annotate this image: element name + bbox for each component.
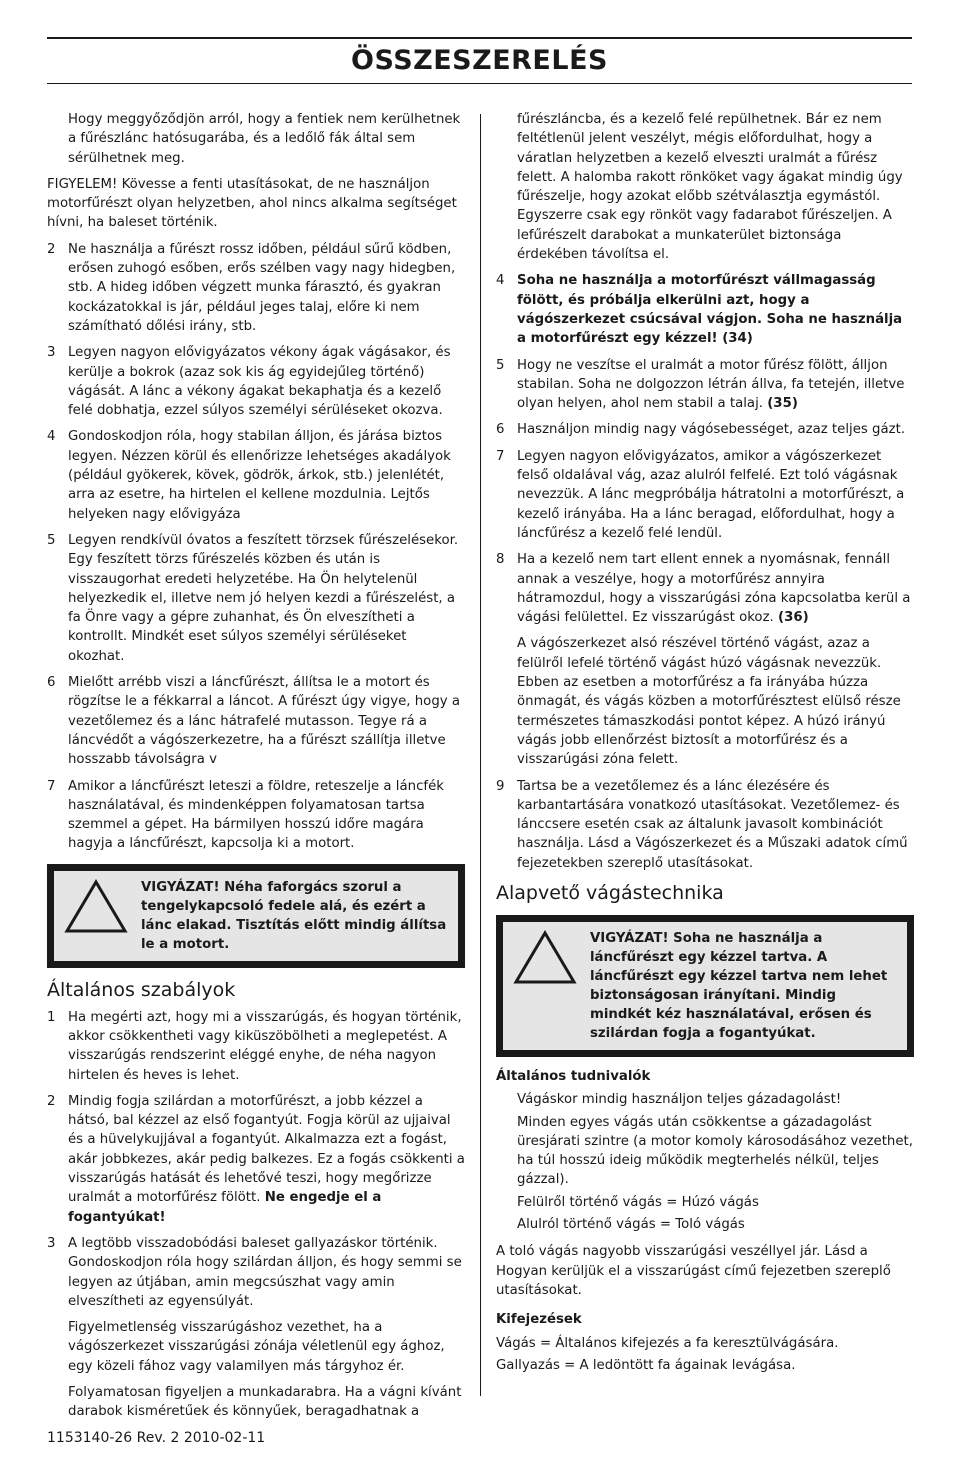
left-column: [47, 110, 465, 1429]
paragraph: A vágószerkezet alsó részével történő vágást, azaz a felülről lefelé történő vágást húzó vágásnak nevezzük. Ebben az esetben a motorfűrész a fa irányába húzza önmagát, és vágás közben a motorfűrésztest elülső része természetes támaszkodási pontot képez. A húzó irányú vágás jobb ellenőrzést biztosít a motorfűrész és a visszarúgási zóna felett.: [517, 636, 901, 768]
paragraph: Vágás = Általános kifejezés a fa keresztülvágására.: [496, 1335, 839, 1351]
list-item: 2 Mindig fogja szilárdan a motorfűrészt, a jobb kézzel a hátsó, bal kézzel az első fogantyút. Fogja körül az ujjaival és a hüvelykujjával a fogantyút. Alkalmazza ezt a fogást, akár jobbkezes, akár pedig balkezes. Ez a fogás csökkenti a visszarúgás hatását és lehetővé teszi, hogy megőrizze uralmát a motorfűrész fölött. Ne engedje el a fogantyúkat!: [47, 1093, 465, 1225]
section-title: Általános szabályok: [47, 978, 236, 1001]
header-bottom-rule: [47, 83, 912, 84]
list-item: 5 Legyen rendkívül óvatos a feszített törzsek fűrészelésekor. Egy feszített törzs fűrészelés közben és után is visszaugorhat eredeti helyzetébe. Ha Ön helytelenül helyezkedik el, illetve nem jó helyen kezdi a fűrészelést, a fa Önre vagy a gépre zuhanhat, és Ön elveszítheti a kontrollt. Mindkét eset súlyos személyi sérüléseket okozhat.: [47, 532, 459, 664]
list-item: 4 Gondoskodjon róla, hogy stabilan álljon, és járása biztos legyen. Nézzen körül és ellenőrizze lehetséges akadályok (például gyökerek, kövek, gödrök, árkok, stb.) jelenlétét, arra az esetre, ha hirtelen el kellene mozdulnia. Lejtős helyeken nagy elővigyáza: [47, 429, 451, 522]
list-item: 3 A legtöbb visszadobódási baleset gallyazáskor történik. Gondoskodjon róla hogy szilárdan álljon, és hogy semmi se legyen az útjában, amin megcsúszhat vagy amin elveszítheti az egyensúlyát.: [47, 1235, 462, 1309]
list-item: 1 Ha megérti azt, hogy mi a visszarúgás, és hogyan történik, akkor csökkentheti vagy kiküszöbölheti a meglepetést. A visszarúgás rendszerint eléggé enyhe, de néha nagyon hirtelen és heves is lehet.: [47, 1009, 462, 1083]
list-item: 6 Használjon mindig nagy vágósebességet, azaz teljes gázt.: [496, 422, 906, 438]
intro-continuation: Hogy meggyőződjön arról, hogy a fentiek nem kerülhetnek a fűrészlánc hatósugarába, és a ledőlő fák által sem sérülhetnek meg.: [68, 112, 461, 166]
warning-box: [496, 915, 914, 1057]
list-item: 6 Mielőtt arrébb viszi a láncfűrészt, állítsa le a motort és rögzítse le a fékkarral a láncot. A fűrészt úgy vigye, hogy a vezetőlemez és a lánc hátrafelé mutasson. Tegye rá a láncvédőt a vágószerkezetre, ha a fűrészt szállítja illetve hosszabb távolságra v: [47, 675, 461, 768]
warning-triangle-icon: [64, 878, 128, 934]
list-item: 4 Soha ne használja a motorfűrészt vállmagasság fölött, és próbálja elkerülni azt, hogy a vágószerkezet csúcsával vágjon. Soha ne használja a motorfűrészt egy kézzel! (34): [496, 273, 903, 347]
list-item: 2 Ne használja a fűrészt rossz időben, például sűrű ködben, erősen zuhogó esőben, erős szélben vagy nagy hidegben, stb. A hideg időben végzett munka fárasztó, és gyakran kockázatokkal is jár, például jeges talaj, előre ki nem számítható dőlési irány, stb.: [47, 241, 456, 334]
paragraph: Vágáskor mindig használjon teljes gázadagolást!: [517, 1092, 842, 1108]
warning-text: VIGYÁZAT! Néha faforgács szorul a tengelykapcsoló fedele alá, és ezért a lánc elakad. Tisztítás előtt mindig állítsa le a motort.: [141, 879, 447, 952]
list-item: 8 Ha a kezelő nem tart ellent ennek a nyomásnak, fennáll annak a veszélye, hogy a motorfűrész annyira hátramozdul, hogy a visszarúgási zóna kapcsolatba kerül a vágási felülettel. Ez visszarúgást okoz. (36): [496, 552, 911, 626]
subsection-title: Általános tudnivalók: [496, 1068, 651, 1084]
warning-text: VIGYÁZAT! Soha ne használja a láncfűrészt egy kézzel tartva. A láncfűrészt egy kézzel tartva nem lehet biztonságosan irányítani. Mindig mindkét kéz használatával, erősen és szilárdan fogja a fogantyúkat.: [590, 930, 888, 1041]
section-title: Alapvető vágástechnika: [496, 881, 724, 904]
paragraph: Figyelmetlenség visszarúgáshoz vezethet, ha a vágószerkezet visszarúgási zónája véletlenül egy ághoz, egy közeli fához vagy valamilyen más tárgyhoz ér.: [68, 1320, 445, 1374]
warning-triangle-icon: [513, 929, 577, 985]
warning-box: [47, 864, 465, 968]
paragraph: Minden egyes vágás után csökkentse a gázadagolást üresjárati szintre (a motor komoly károsodásához vezethet, ha túl hosszú ideig működik megterhelés nélkül, teljes gázzal).: [517, 1114, 913, 1188]
page-header: [47, 37, 912, 84]
list-item: 5 Hogy ne veszítse el uralmát a motor fűrész fölött, álljon stabilan. Soha ne dolgozzon létrán állva, fa tetején, illetve olyan helyen, ahol nem stabil a talaj. (35): [496, 357, 905, 412]
column-divider: [480, 114, 481, 1396]
list-item: 3 Legyen nagyon elővigyázatos vékony ágak vágásakor, és kerülje a bokrok (azaz sok kis ág egyidejűleg történő) vágását. A lánc a vékony ágakat bekaphatja és a kezelő felé dobhatja, ezzel súlyos személyi sérüléseket okozva.: [47, 345, 451, 419]
paragraph: fűrészláncba, és a kezelő felé repülhetnek. Bár ez nem feltétlenül jelent veszélyt, mégis előfordulhat, hogy a váratlan helyzetben a kezelő elveszti uralmát a fűrész felett. A halomba rakott rönköket vagy ágakat mindig úgy fűrészelje, hogy azokat előbb szétválasztja egymástól. Egyszerre csak egy rönköt vagy fadarabot fűrészeljen. A lefűrészelt darabokat a munkaterület biztonsága érdekében távolítsa el.: [517, 112, 903, 263]
list-item: 9 Tartsa be a vezetőlemez és a lánc élezésére és karbantartására vonatkozó utasításokat. Vezetőlemez- és lánccsere esetén csak az általunk javasolt kombinációt használja. Lásd a Vágószerkezet és a Műszaki adatok című fejezetekben szereplő utasításokat.: [496, 778, 908, 871]
subsection-title: Kifejezések: [496, 1312, 582, 1328]
paragraph: Alulról történő vágás = Toló vágás: [517, 1217, 745, 1233]
list-item: 7 Legyen nagyon elővigyázatos, amikor a vágószerkezet felső oldalával vág, azaz alulról felfelé. Ezt toló vágásnak nevezzük. A lánc megpróbálja hátratolni a motorfűrészt, a kezelő irányába. Ha a lánc beragad, előfordulhat, hogy a láncfűrész a kezelő felé lendül.: [496, 448, 905, 541]
paragraph: Folyamatosan figyeljen a munkadarabra. Ha a vágni kívánt darabok kisméretűek és könnyűek, beragadhatnak a: [68, 1385, 462, 1420]
page-title: ÖSSZESZERELÉS: [351, 45, 608, 76]
paragraph: A toló vágás nagyobb visszarúgási veszéllyel jár. Lásd a Hogyan kerüljük el a visszarúgást című fejezetben szereplő utasításokat.: [496, 1244, 891, 1298]
right-column: [496, 110, 914, 1378]
paragraph: Gallyazás = A ledöntött fa ágainak levágása.: [496, 1357, 796, 1373]
attention-note: FIGYELEM! Kövesse a fenti utasításokat, de ne használjon motorfűrészt olyan helyzetben, ahol nincs alkalma segítséget hívni, ha baleset történik.: [47, 176, 457, 231]
list-item: 7 Amikor a láncfűrészt leteszi a földre, reteszelje a láncfék használatával, és mindenképpen folyamatosan tartsa szemmel a gépet. Ha bármilyen hosszú időre magára hagyja a láncfűrészt, kapcsolja ki a motort.: [47, 778, 444, 852]
footer-doc-id: 1153140-26 Rev. 2 2010-02-11: [47, 1430, 266, 1446]
paragraph: Felülről történő vágás = Húzó vágás: [517, 1194, 759, 1210]
